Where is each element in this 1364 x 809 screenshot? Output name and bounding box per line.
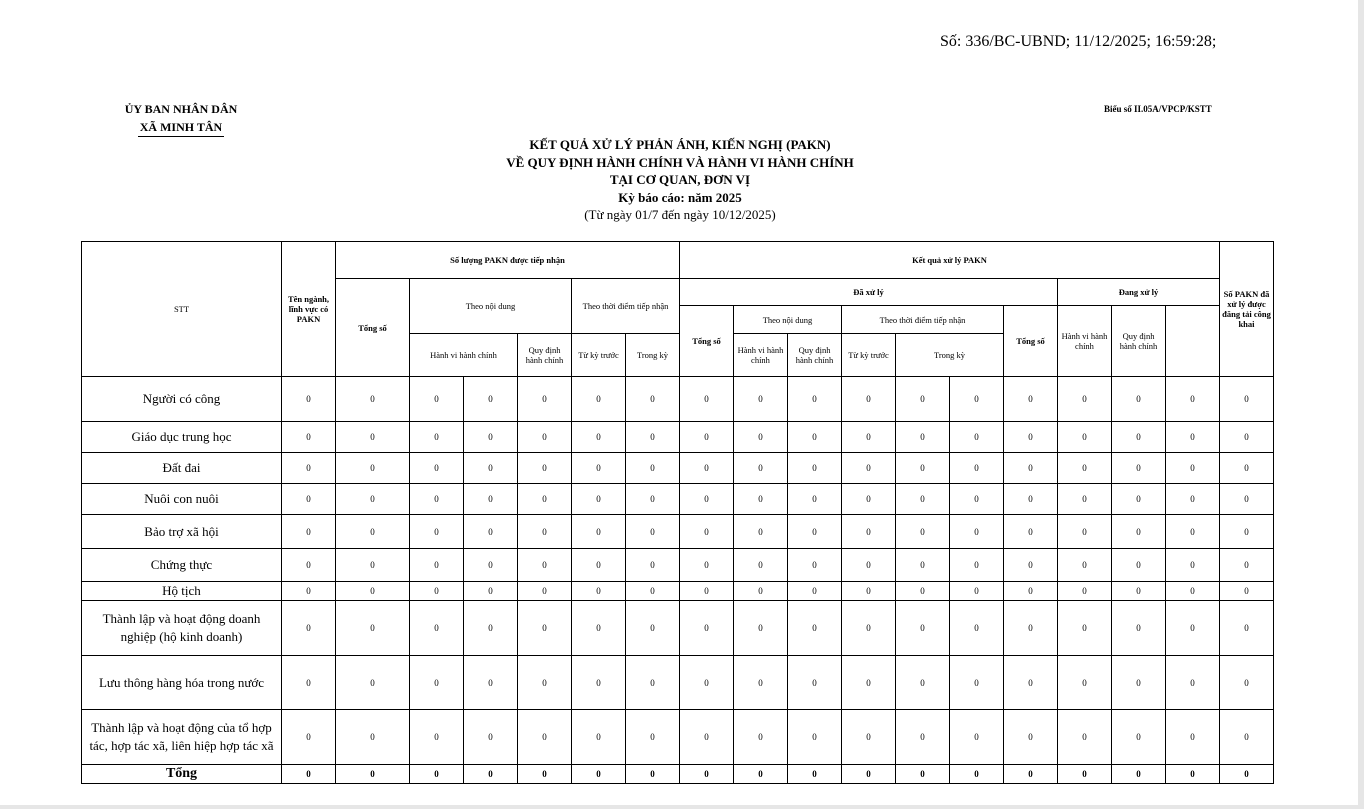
value-cell: 0 (464, 377, 518, 422)
value-cell: 0 (950, 656, 1004, 710)
value-cell: 0 (734, 453, 788, 484)
report-table-body (82, 377, 1274, 784)
value-cell: 0 (1112, 656, 1166, 710)
value-cell: 0 (518, 484, 572, 515)
report-title-block (430, 136, 930, 224)
value-cell: 0 (1220, 601, 1274, 656)
value-cell: 0 (842, 484, 896, 515)
row-name: Thành lập và hoạt động doanh nghiệp (hộ kinh doanh) (82, 601, 282, 656)
table-row (82, 656, 1274, 710)
header-processing-behavior: Hành vi hành chính (1058, 306, 1112, 377)
value-cell: 0 (1058, 453, 1112, 484)
value-cell: 0 (572, 601, 626, 656)
value-cell: 0 (1112, 515, 1166, 549)
value-cell: 0 (336, 549, 410, 582)
value-cell: 0 (1220, 422, 1274, 453)
report-date-range: (Từ ngày 01/7 đến ngày 10/12/2025) (584, 207, 776, 222)
total-cell: 0 (1166, 765, 1220, 784)
value-cell: 0 (950, 453, 1004, 484)
value-cell: 0 (410, 710, 464, 765)
value-cell: 0 (896, 484, 950, 515)
page-edge-right (1358, 0, 1364, 809)
value-cell: 0 (734, 656, 788, 710)
total-cell: 0 (282, 765, 336, 784)
value-cell: 0 (950, 422, 1004, 453)
value-cell: 0 (1220, 582, 1274, 601)
value-cell: 0 (626, 422, 680, 453)
report-table (81, 241, 1274, 784)
value-cell: 0 (896, 549, 950, 582)
value-cell: 0 (788, 549, 842, 582)
row-name: Bảo trợ xã hội (82, 515, 282, 549)
value-cell: 0 (410, 377, 464, 422)
row-name: Người có công (82, 377, 282, 422)
value-cell: 0 (950, 710, 1004, 765)
value-cell: 0 (842, 710, 896, 765)
report-title-line-1: KẾT QUẢ XỬ LÝ PHẢN ÁNH, KIẾN NGHỊ (PAKN) (529, 137, 831, 152)
value-cell: 0 (788, 453, 842, 484)
value-cell: 0 (842, 549, 896, 582)
value-cell: 0 (950, 549, 1004, 582)
value-cell: 0 (1166, 484, 1220, 515)
value-cell: 0 (680, 484, 734, 515)
header-processed-prev: Từ kỳ trước (842, 334, 896, 377)
value-cell: 0 (410, 453, 464, 484)
value-cell: 0 (1004, 515, 1058, 549)
value-cell: 0 (788, 582, 842, 601)
value-cell: 0 (896, 515, 950, 549)
value-cell: 0 (518, 377, 572, 422)
report-title-line-3: TẠI CƠ QUAN, ĐƠN VỊ (609, 172, 751, 187)
value-cell: 0 (896, 377, 950, 422)
header-processed-in: Trong kỳ (896, 334, 1004, 377)
value-cell: 0 (1166, 656, 1220, 710)
value-cell: 0 (282, 453, 336, 484)
value-cell: 0 (572, 710, 626, 765)
header-result: Kết quả xử lý PAKN (680, 242, 1220, 279)
header-stt: STT (82, 242, 282, 377)
header-by-time: Theo thời điểm tiếp nhận (572, 279, 680, 334)
value-cell: 0 (336, 484, 410, 515)
header-received-total: Tổng số (336, 279, 410, 377)
header-processed-by-content: Theo nội dung (734, 306, 842, 334)
total-cell: 0 (1058, 765, 1112, 784)
total-cell: 0 (788, 765, 842, 784)
value-cell: 0 (1058, 515, 1112, 549)
header-admin-regulation: Quy định hành chính (518, 334, 572, 377)
header-processed-total: Tổng số (680, 306, 734, 377)
document-number: Số: 336/BC-UBND; 11/12/2025; 16:59:28; (940, 33, 1217, 50)
value-cell: 0 (1004, 710, 1058, 765)
total-cell: 0 (842, 765, 896, 784)
value-cell: 0 (464, 710, 518, 765)
value-cell: 0 (1166, 601, 1220, 656)
value-cell: 0 (680, 377, 734, 422)
value-cell: 0 (734, 377, 788, 422)
value-cell: 0 (1220, 453, 1274, 484)
value-cell: 0 (680, 515, 734, 549)
table-row (82, 601, 1274, 656)
table-row (82, 453, 1274, 484)
value-cell: 0 (464, 582, 518, 601)
value-cell: 0 (680, 601, 734, 656)
value-cell: 0 (1058, 656, 1112, 710)
value-cell: 0 (1112, 601, 1166, 656)
total-cell: 0 (1112, 765, 1166, 784)
value-cell: 0 (1166, 710, 1220, 765)
row-name: Lưu thông hàng hóa trong nước (82, 656, 282, 710)
value-cell: 0 (626, 549, 680, 582)
value-cell: 0 (842, 601, 896, 656)
value-cell: 0 (1058, 422, 1112, 453)
table-row (82, 515, 1274, 549)
value-cell: 0 (788, 377, 842, 422)
value-cell: 0 (788, 515, 842, 549)
value-cell: 0 (1112, 549, 1166, 582)
header-processing-regulation: Quy định hành chính (1112, 306, 1166, 377)
value-cell: 0 (518, 710, 572, 765)
value-cell: 0 (1112, 422, 1166, 453)
value-cell: 0 (1004, 484, 1058, 515)
header-in-period: Trong kỳ (626, 334, 680, 377)
value-cell: 0 (410, 601, 464, 656)
value-cell: 0 (572, 422, 626, 453)
total-label: Tổng (82, 765, 282, 784)
value-cell: 0 (282, 656, 336, 710)
value-cell: 0 (1004, 453, 1058, 484)
total-cell: 0 (518, 765, 572, 784)
header-processed-by-time: Theo thời điểm tiếp nhận (842, 306, 1004, 334)
total-cell: 0 (1220, 765, 1274, 784)
value-cell: 0 (1058, 601, 1112, 656)
page-edge-bottom (0, 805, 1364, 809)
value-cell: 0 (1004, 422, 1058, 453)
total-cell: 0 (896, 765, 950, 784)
value-cell: 0 (518, 601, 572, 656)
value-cell: 0 (788, 601, 842, 656)
value-cell: 0 (734, 515, 788, 549)
total-cell: 0 (950, 765, 1004, 784)
value-cell: 0 (336, 453, 410, 484)
value-cell: 0 (626, 582, 680, 601)
value-cell: 0 (896, 582, 950, 601)
header-field-name: Tên ngành, lĩnh vực có PAKN (282, 242, 336, 377)
value-cell: 0 (842, 453, 896, 484)
value-cell: 0 (734, 582, 788, 601)
value-cell: 0 (680, 422, 734, 453)
header-prev-period: Từ kỳ trước (572, 334, 626, 377)
value-cell: 0 (1220, 515, 1274, 549)
total-cell: 0 (680, 765, 734, 784)
value-cell: 0 (1112, 484, 1166, 515)
value-cell: 0 (518, 549, 572, 582)
header-received: Số lượng PAKN được tiếp nhận (336, 242, 680, 279)
value-cell: 0 (842, 377, 896, 422)
value-cell: 0 (788, 656, 842, 710)
value-cell: 0 (1112, 453, 1166, 484)
row-name: Chứng thực (82, 549, 282, 582)
organization-line-1: ỦY BAN NHÂN DÂN (124, 102, 238, 116)
value-cell: 0 (572, 484, 626, 515)
value-cell: 0 (734, 601, 788, 656)
value-cell: 0 (734, 710, 788, 765)
value-cell: 0 (410, 582, 464, 601)
value-cell: 0 (1058, 710, 1112, 765)
total-cell: 0 (626, 765, 680, 784)
value-cell: 0 (1166, 515, 1220, 549)
header-processed-regulation: Quy định hành chính (788, 334, 842, 377)
value-cell: 0 (518, 656, 572, 710)
row-name: Thành lập và hoạt động của tổ hợp tác, hợp tác xã, liên hiệp hợp tác xã (82, 710, 282, 765)
value-cell: 0 (1220, 549, 1274, 582)
value-cell: 0 (572, 582, 626, 601)
value-cell: 0 (410, 515, 464, 549)
row-name: Nuôi con nuôi (82, 484, 282, 515)
table-row (82, 422, 1274, 453)
value-cell: 0 (680, 453, 734, 484)
row-name: Giáo dục trung học (82, 422, 282, 453)
value-cell: 0 (1166, 582, 1220, 601)
value-cell: 0 (518, 453, 572, 484)
value-cell: 0 (842, 656, 896, 710)
report-period: Kỳ báo cáo: năm 2025 (618, 189, 742, 205)
report-title-line-2: VỀ QUY ĐỊNH HÀNH CHÍNH VÀ HÀNH VI HÀNH CHÍNH (506, 154, 854, 170)
value-cell: 0 (336, 710, 410, 765)
organization-block (116, 100, 246, 137)
value-cell: 0 (464, 422, 518, 453)
header-processing-total: Tổng số (1004, 306, 1058, 377)
total-cell: 0 (410, 765, 464, 784)
total-cell: 0 (572, 765, 626, 784)
table-row (82, 582, 1274, 601)
total-cell: 0 (464, 765, 518, 784)
value-cell: 0 (1058, 549, 1112, 582)
value-cell: 0 (626, 377, 680, 422)
value-cell: 0 (1166, 377, 1220, 422)
total-row (82, 765, 1274, 784)
value-cell: 0 (626, 484, 680, 515)
value-cell: 0 (950, 582, 1004, 601)
table-row (82, 710, 1274, 765)
value-cell: 0 (336, 422, 410, 453)
value-cell: 0 (842, 515, 896, 549)
header-published: Số PAKN đã xử lý được đăng tải công khai (1220, 242, 1274, 377)
value-cell: 0 (1004, 377, 1058, 422)
header-processed: Đã xử lý (680, 279, 1058, 306)
value-cell: 0 (896, 656, 950, 710)
value-cell: 0 (734, 549, 788, 582)
total-cell: 0 (1004, 765, 1058, 784)
value-cell: 0 (336, 582, 410, 601)
value-cell: 0 (410, 484, 464, 515)
value-cell: 0 (896, 453, 950, 484)
value-cell: 0 (410, 549, 464, 582)
value-cell: 0 (680, 710, 734, 765)
value-cell: 0 (464, 549, 518, 582)
value-cell: 0 (464, 601, 518, 656)
value-cell: 0 (896, 710, 950, 765)
value-cell: 0 (282, 377, 336, 422)
value-cell: 0 (518, 582, 572, 601)
header-admin-behavior: Hành vi hành chính (410, 334, 518, 377)
value-cell: 0 (788, 484, 842, 515)
value-cell: 0 (1004, 549, 1058, 582)
value-cell: 0 (464, 656, 518, 710)
value-cell: 0 (1058, 582, 1112, 601)
value-cell: 0 (842, 422, 896, 453)
value-cell: 0 (282, 515, 336, 549)
value-cell: 0 (950, 484, 1004, 515)
value-cell: 0 (734, 422, 788, 453)
value-cell: 0 (626, 656, 680, 710)
value-cell: 0 (572, 549, 626, 582)
value-cell: 0 (950, 377, 1004, 422)
value-cell: 0 (680, 656, 734, 710)
value-cell: 0 (1220, 656, 1274, 710)
value-cell: 0 (1004, 656, 1058, 710)
value-cell: 0 (1220, 484, 1274, 515)
value-cell: 0 (788, 710, 842, 765)
value-cell: 0 (950, 601, 1004, 656)
value-cell: 0 (282, 710, 336, 765)
value-cell: 0 (1220, 710, 1274, 765)
value-cell: 0 (1004, 582, 1058, 601)
value-cell: 0 (336, 515, 410, 549)
total-cell: 0 (336, 765, 410, 784)
table-row (82, 377, 1274, 422)
value-cell: 0 (572, 377, 626, 422)
value-cell: 0 (282, 549, 336, 582)
header-processing: Đang xử lý (1058, 279, 1220, 306)
value-cell: 0 (1112, 582, 1166, 601)
value-cell: 0 (896, 601, 950, 656)
value-cell: 0 (896, 422, 950, 453)
value-cell: 0 (1058, 377, 1112, 422)
value-cell: 0 (282, 422, 336, 453)
value-cell: 0 (680, 582, 734, 601)
value-cell: 0 (950, 515, 1004, 549)
total-cell: 0 (734, 765, 788, 784)
value-cell: 0 (1112, 377, 1166, 422)
value-cell: 0 (1166, 453, 1220, 484)
value-cell: 0 (282, 582, 336, 601)
value-cell: 0 (1112, 710, 1166, 765)
value-cell: 0 (680, 549, 734, 582)
value-cell: 0 (572, 515, 626, 549)
header-by-content: Theo nội dung (410, 279, 572, 334)
value-cell: 0 (410, 422, 464, 453)
value-cell: 0 (626, 515, 680, 549)
value-cell: 0 (410, 656, 464, 710)
value-cell: 0 (464, 453, 518, 484)
header-processed-behavior: Hành vi hành chính (734, 334, 788, 377)
value-cell: 0 (282, 601, 336, 656)
value-cell: 0 (734, 484, 788, 515)
table-row (82, 549, 1274, 582)
value-cell: 0 (1220, 377, 1274, 422)
value-cell: 0 (518, 422, 572, 453)
value-cell: 0 (1058, 484, 1112, 515)
value-cell: 0 (282, 484, 336, 515)
value-cell: 0 (336, 601, 410, 656)
value-cell: 0 (626, 601, 680, 656)
value-cell: 0 (336, 377, 410, 422)
table-row (82, 484, 1274, 515)
row-name: Đất đai (82, 453, 282, 484)
value-cell: 0 (1166, 422, 1220, 453)
value-cell: 0 (788, 422, 842, 453)
form-code: Biểu số II.05A/VPCP/KSTT (1104, 104, 1212, 114)
organization-line-2: XÃ MINH TÂN (138, 118, 224, 137)
value-cell: 0 (518, 515, 572, 549)
value-cell: 0 (842, 582, 896, 601)
value-cell: 0 (572, 656, 626, 710)
value-cell: 0 (626, 453, 680, 484)
row-name: Hộ tịch (82, 582, 282, 601)
value-cell: 0 (336, 656, 410, 710)
value-cell: 0 (626, 710, 680, 765)
value-cell: 0 (1004, 601, 1058, 656)
value-cell: 0 (464, 484, 518, 515)
value-cell: 0 (572, 453, 626, 484)
value-cell: 0 (1166, 549, 1220, 582)
value-cell: 0 (464, 515, 518, 549)
